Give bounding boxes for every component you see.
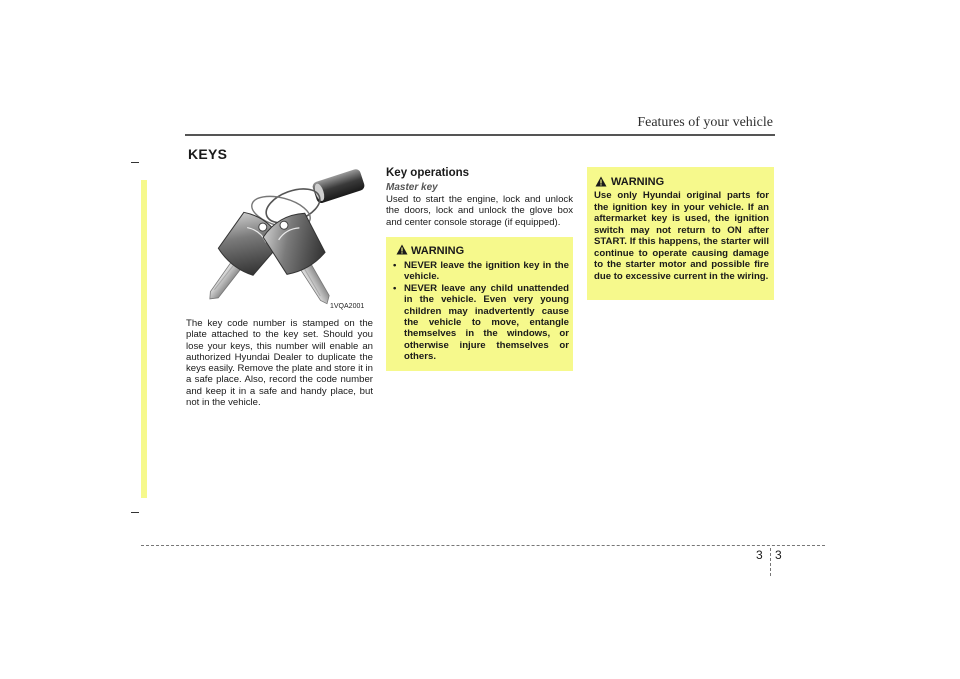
crop-mark-bottom xyxy=(131,512,139,513)
warning-list xyxy=(391,260,569,363)
chapter-accent-bar xyxy=(141,180,147,498)
key-code-paragraph: The key code number is stamped on the plate attached to the key set. Should you lose your keys, this number will enable an authorized Hyundai Dealer to duplicate the keys easily. Remove the plate and store it in a safe place. Also, record the code number and keep it in a safe and handy place, but not in the vehicle. xyxy=(186,318,373,409)
warning-triangle-icon xyxy=(595,176,607,187)
master-key-paragraph: Used to start the engine, lock and unlock the doors, lock and unlock the glove box and center console storage (if equipped). xyxy=(386,194,573,228)
warning-text: Use only Hyundai original parts for the ignition key in your vehicle. If an aftermarket key is used, the ignition switch may not return to ON after START. If this happens, the starter will continue to operate causing damage to the starter motor and possible fire due to excessive current in the wiring. xyxy=(594,190,769,282)
warning-item: • NEVER leave any child unattended in the vehicle. Even very young children may inadvertently cause the vehicle to move, entangle themselves in the windows, or otherwise injure themselves or others. xyxy=(393,282,569,363)
warning-box-aftermarket-key xyxy=(587,167,774,300)
chapter-number: 3 xyxy=(756,548,763,562)
master-key-subheading: Master key xyxy=(386,182,438,193)
header-rule xyxy=(185,134,775,136)
footer-rule xyxy=(141,545,825,546)
page-number: 3 xyxy=(775,548,782,562)
page-number-divider xyxy=(770,548,771,576)
warning-triangle-icon xyxy=(396,244,408,255)
running-header: Features of your vehicle xyxy=(637,115,773,130)
keys-illustration xyxy=(186,166,373,315)
warning-title: WARNING xyxy=(411,245,465,257)
warning-box-ignition xyxy=(386,237,573,371)
keys-icon xyxy=(186,166,373,315)
warning-item: • NEVER leave the ignition key in the vehicle. xyxy=(393,260,569,283)
section-heading: KEYS xyxy=(188,146,228,162)
warning-title: WARNING xyxy=(611,176,665,188)
crop-mark-top xyxy=(131,162,139,163)
figure-code: 1VQA2001 xyxy=(330,303,365,310)
key-operations-heading: Key operations xyxy=(386,167,470,179)
